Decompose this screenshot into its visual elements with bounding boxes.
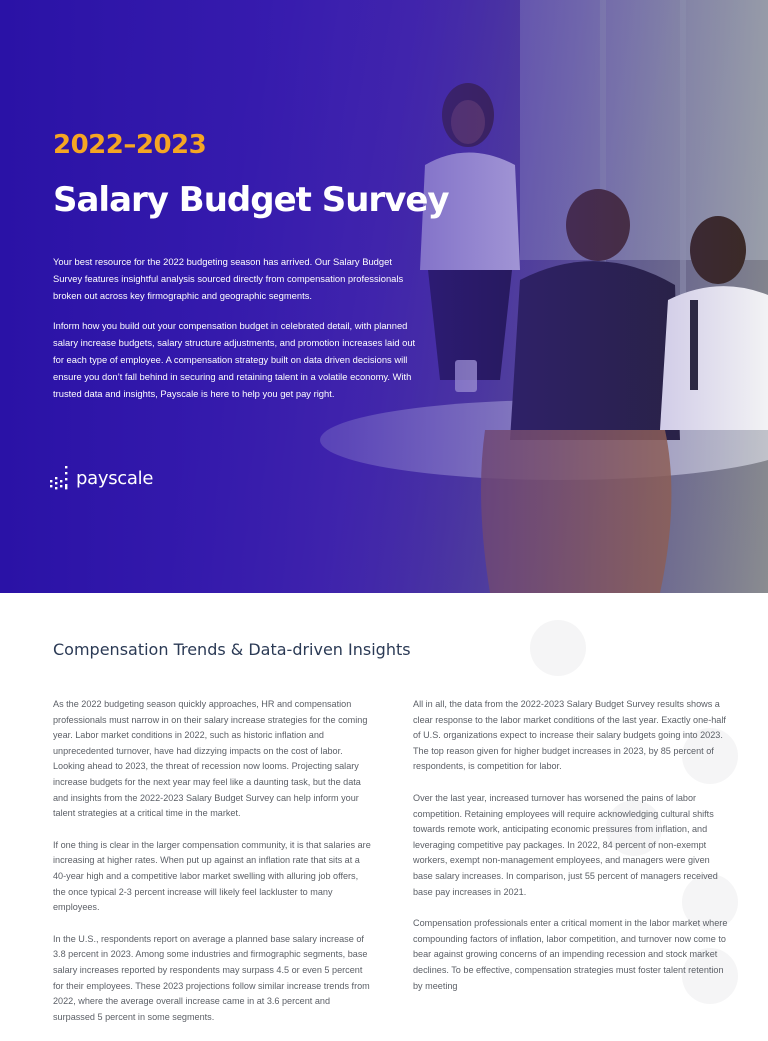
payscale-logo-icon — [49, 464, 71, 492]
page-title: Salary Budget Survey — [53, 180, 449, 220]
decorative-circle — [530, 620, 586, 676]
right-column — [413, 697, 731, 1010]
body-paragraph: All in all, the data from the 2022-2023 Salary Budget Survey results shows a clear response to the labor market conditions of the last year. Exactly one-half of U.S. organizations expect to increase their salary budgets going into 2023. The top reason given for higher budget increases in 2023, by 85 percent of respondents, is competition for labor. — [413, 699, 726, 772]
body-paragraph: Over the last year, increased turnover has worsened the pains of labor competition. Retaining employees will require acknowledging cultural shifts towards remote work, anticipating economic pressures from inflation, and leveraging competitive pay packages. In 2022, 84 percent of non-exempt workers, exempt non-management employees, and managers were given base salary increases. In comparison, just 55 percent of managers received base pay increases in 2021. — [413, 792, 718, 897]
body-paragraph: If one thing is clear in the larger compensation community, it is that salaries are increasing at higher rates. When put up against an inflation rate that sits at a 40-year high and a competitive labor market swelling with alluring job offers, the once typical 2-3 percent increase will likely feel lackluster to many employees. — [53, 839, 371, 913]
body-paragraph: Compensation professionals enter a critical moment in the labor market where compounding factors of inflation, labor competition, and turnover now come to bear against growing concerns of an impending recession and stock market declines. To be effective, compensation strategies must foster talent retention by meeting — [413, 918, 728, 991]
left-column — [53, 697, 371, 1041]
intro-paragraph: Inform how you build out your compensation budget in celebrated detail, with planned salary increase budgets, salary structure adjustments, and promotion increases laid out for each type of employee. A compensation strategy built on data driven decisions will ensure you don’t fall behind in securing and retaining talent in a volatile economy. With trusted data and insights, Payscale is here to help you get pay right. — [53, 320, 416, 399]
section-heading: Compensation Trends & Data-driven Insights — [53, 640, 411, 659]
intro-paragraph: Your best resource for the 2022 budgeting season has arrived. Our Salary Budget Survey features insightful analysis sourced directly from compensation professionals broken out across key firmographic and geographic segments. — [53, 256, 404, 301]
survey-year: 2022–2023 — [53, 130, 207, 160]
body-paragraph: As the 2022 budgeting season quickly approaches, HR and compensation professionals must narrow in on their salary increase strategies for the coming year. Labor market conditions in 2022, such as historic inflation and unprecedented turnover, have had dizzying impacts on the cost of labor. Looking ahead to 2023, the threat of recession now looms. Projecting salary increase budgets for the next year may feel like a daunting task, but the data and insights from the 2022-2023 Salary Budget Survey can help inform your talent strategies at a critical time in the market. — [53, 699, 368, 819]
body-paragraph: In the U.S., respondents report on average a planned base salary increase of 3.8 percent in 2023. Among some industries and firmographic segments, base salary increases reported by respondents may surpass 4.5 or even 5 percent for their employees. These 2023 projections follow similar increase trends from 2022, where the average overall increase came in at 3.6 percent and surpassed 5 percent in some segments. — [53, 933, 370, 1022]
logo-text: payscale — [76, 467, 154, 489]
payscale-logo[interactable] — [49, 464, 153, 492]
